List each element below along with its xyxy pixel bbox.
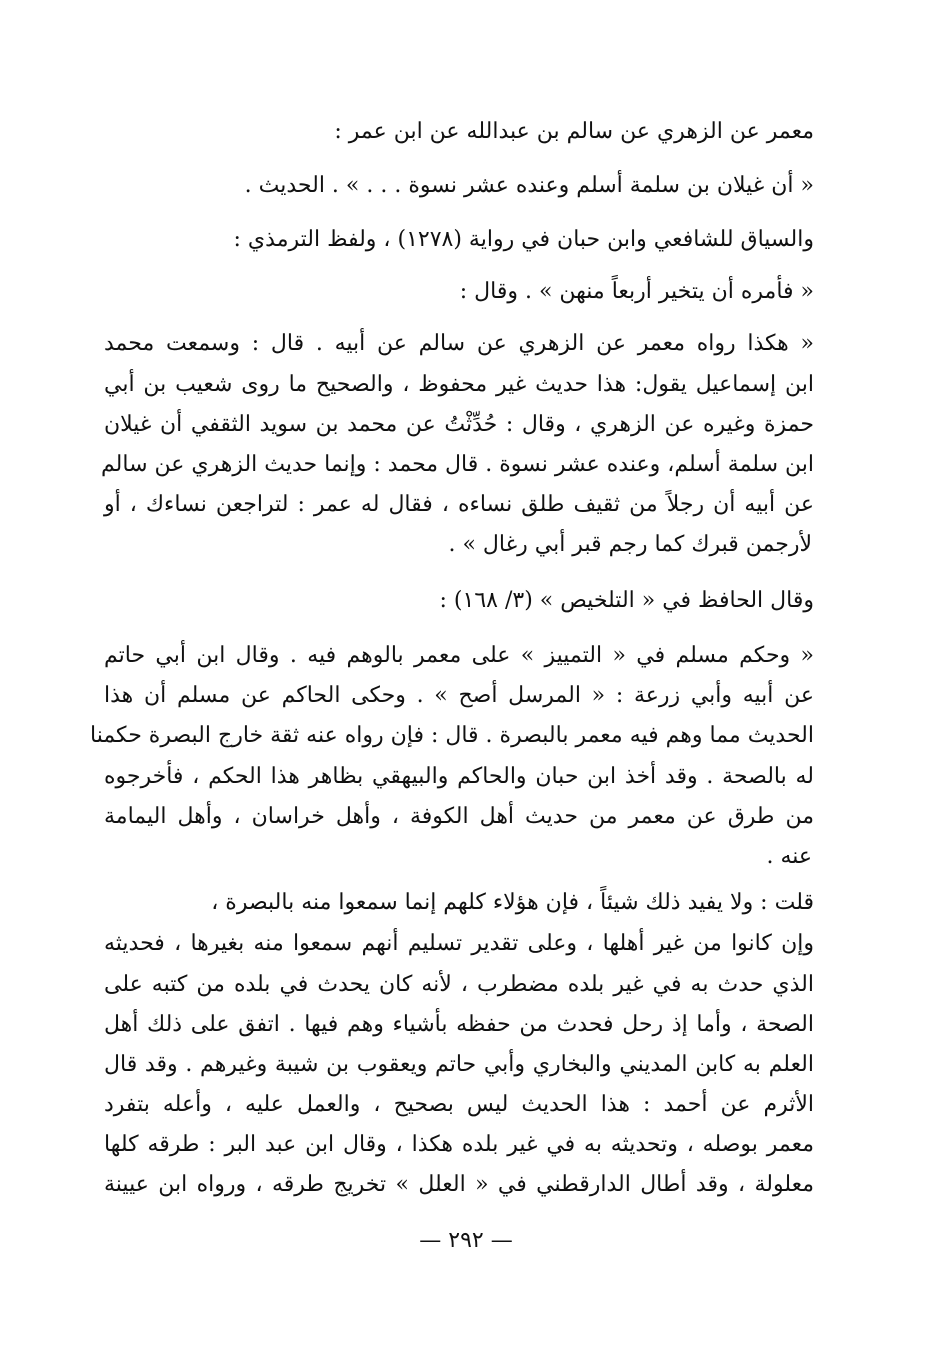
- quote-line: عن أبيه وأبي زرعة : « المرسل أصح » . وحكى الحاكم عن مسلم أن هذا: [104, 683, 814, 708]
- quote-line: حمزة وغيره عن الزهري ، وقال : حُدِّثْتُ عن محمد بن سويد الثقفي أن غيلان: [104, 412, 814, 437]
- text-line: « فأمره أن يتخير أربعاً منهن » . وقال :: [459, 279, 814, 304]
- text-line: الأثرم عن أحمد : هذا الحديث ليس بصحيح ، والعمل عليه ، وأعله بتفرد: [104, 1092, 814, 1117]
- text-line: قلت : ولا يفيد ذلك شيئاً ، فإن هؤلاء كلهم إنما سمعوا منه بالبصرة ،: [211, 890, 814, 915]
- quote-line: ابن إسماعيل يقول: هذا حديث غير محفوظ ، والصحيح ما روى شعيب بن أبي: [104, 372, 814, 397]
- text-line: وقال الحافظ في « التلخيص » (٣/ ١٦٨) :: [439, 588, 814, 613]
- text-line: الذي حدث به في غير بلده مضطرب ، لأنه كان يحدث في بلده من كتبه على: [104, 972, 814, 997]
- text-line: معمر عن الزهري عن سالم بن عبدالله عن ابن عمر :: [334, 119, 814, 144]
- text-line: « أن غيلان بن سلمة أسلم وعنده عشر نسوة . . . » . الحديث .: [244, 173, 814, 198]
- quote-line: ابن سلمة أسلم، وعنده عشر نسوة . قال محمد : وإنما حديث الزهري عن سالم: [101, 452, 814, 477]
- page-number: — ٢٩٢ —: [419, 1228, 513, 1253]
- quote-line: عن أبيه أن رجلاً من ثقيف طلق نساءه ، فقال له عمر : لتراجعن نساءك ، أو: [104, 492, 814, 517]
- quote-line: « هكذا رواه معمر عن الزهري عن سالم عن أبيه . قال : وسمعت محمد: [104, 331, 814, 356]
- text-line: الصحة ، وأما إذ رحل فحدث من حفظه بأشياء وهم فيها . اتفق على ذلك أهل: [104, 1012, 814, 1037]
- text-line: وإن كانوا من غير أهلها ، وعلى تقدير تسليم أنهم سمعوا منه بغيرها ، فحديثه: [104, 931, 814, 956]
- text-line: معلولة ، وقد أطال الدارقطني في « العلل » تخريج طرقه ، ورواه ابن عيينة: [104, 1172, 814, 1197]
- quote-line: لأرجمن قبرك كما رجم قبر أبي رغال » .: [448, 532, 812, 557]
- quote-line: من طرق عن معمر من حديث أهل الكوفة ، وأهل خراسان ، وأهل اليمامة: [104, 804, 814, 829]
- quote-line: « وحكم مسلم في « التمييز » على معمر بالوهم فيه . وقال ابن أبي حاتم: [104, 643, 814, 668]
- quote-line: له بالصحة . وقد أخذ ابن حبان والحاكم والبيهقي بظاهر هذا الحكم ، فأخرجوه: [104, 764, 814, 789]
- quote-line: عنه .: [766, 844, 812, 869]
- text-line: العلم به كابن المديني والبخاري وأبي حاتم ويعقوب بن شيبة وغيرهم . وقد قال: [104, 1052, 814, 1077]
- text-line: والسياق للشافعي وابن حبان في رواية (١٢٧٨) ، ولفظ الترمذي :: [233, 227, 814, 252]
- quote-line: الحديث مما وهم فيه معمر بالبصرة . قال : فإن رواه عنه ثقة خارج البصرة حكمنا: [90, 723, 814, 748]
- text-line: معمر بوصله ، وتحديثه به في غير بلده هكذا ، وقال ابن عبد البر : طرقه كلها: [104, 1132, 814, 1157]
